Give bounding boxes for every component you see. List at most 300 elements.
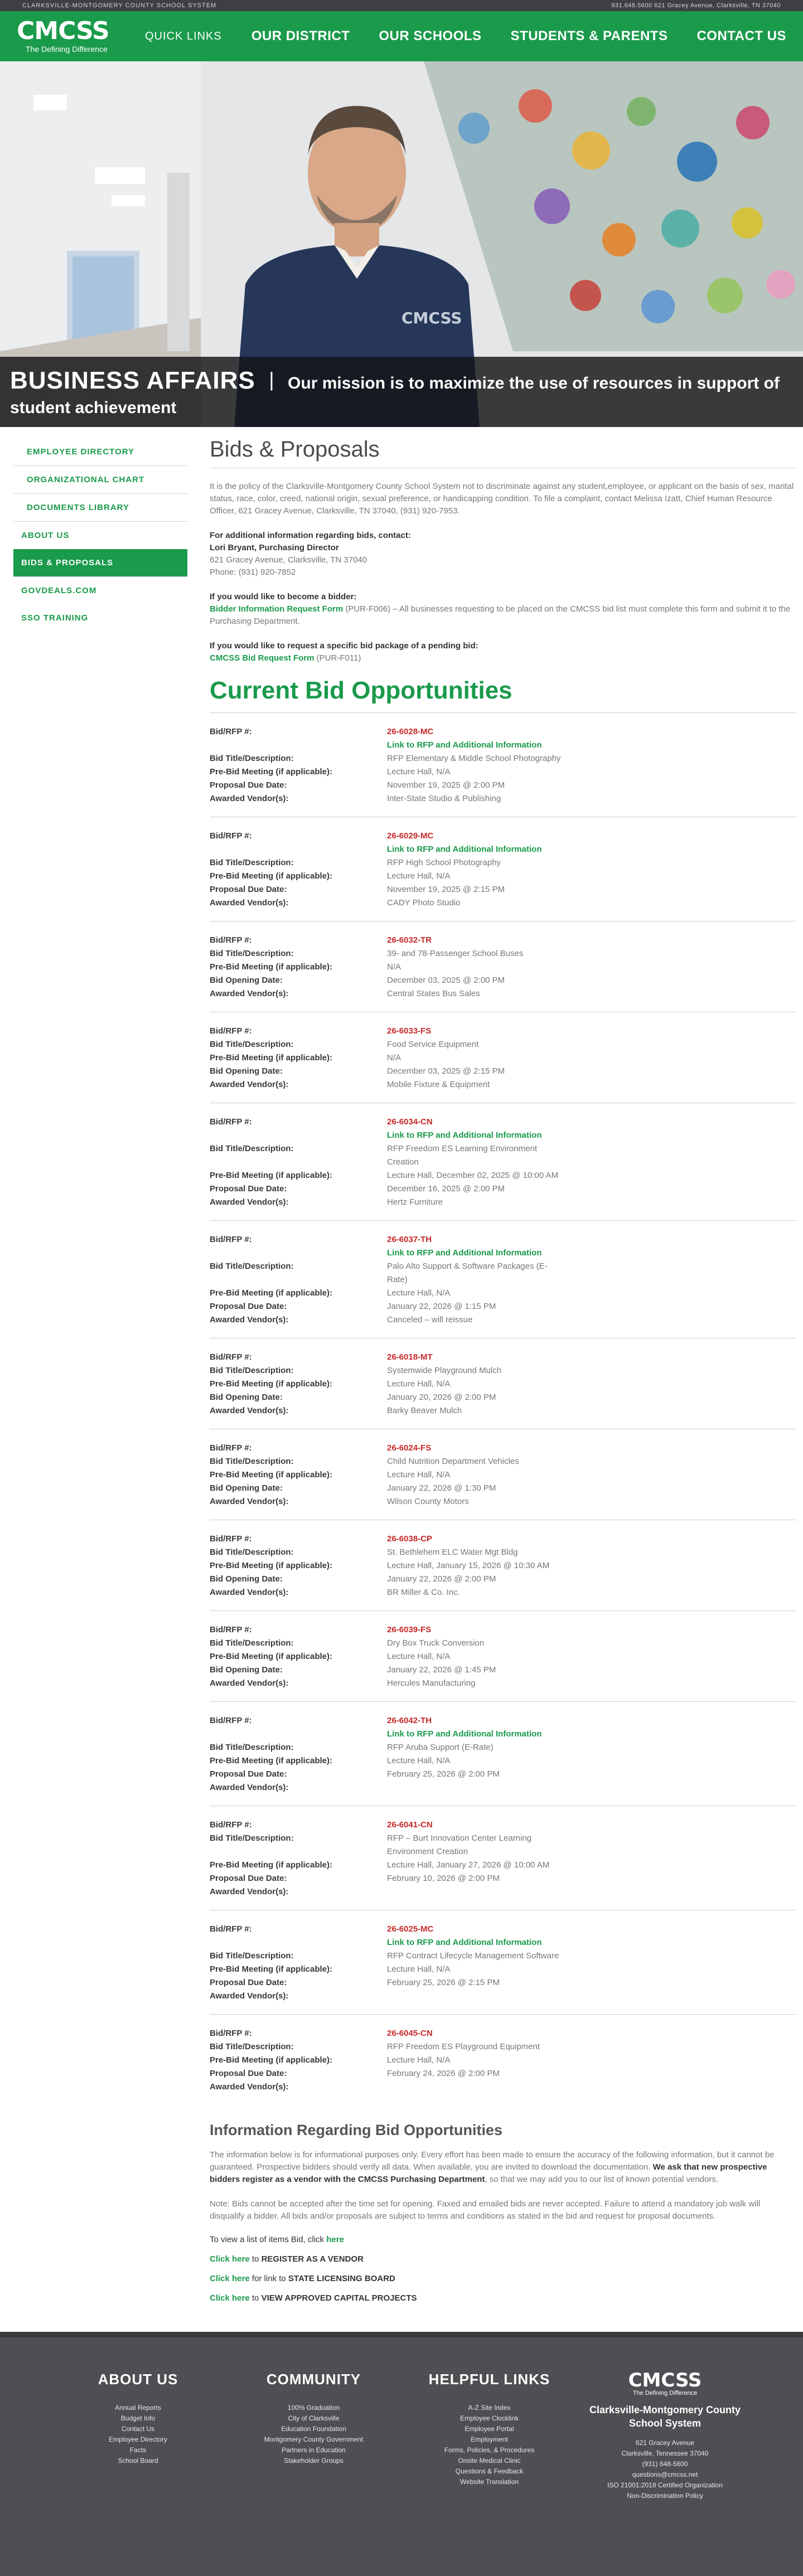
rfp-link[interactable]: Link to RFP and Additional Information (387, 845, 542, 854)
bid-field-value: N/A (387, 962, 402, 972)
bid-entry (210, 921, 796, 1012)
bid-row (210, 1546, 796, 1559)
bid-field-value: Mobile Fixture & Equipment (387, 1080, 490, 1089)
bid-field-value: RFP High School Photography (387, 858, 501, 867)
logo-tagline: The Defining Difference (26, 45, 108, 54)
bid-field-label: Proposal Due Date: (210, 1184, 287, 1194)
bid-field-value: December 03, 2025 @ 2:00 PM (387, 976, 505, 985)
bid-field-label: Bid/RFP #: (210, 1235, 252, 1244)
bid-field-label: Bid Title/Description: (210, 1638, 294, 1648)
bid-row (210, 1142, 796, 1169)
cta-text: to (249, 2293, 262, 2303)
bid-row (210, 1781, 796, 1794)
bid-row (210, 896, 796, 910)
bid-field-value: Lecture Hall, December 02, 2025 @ 10:00 AM (387, 1171, 559, 1180)
bid-field-value: Lecture Hall, N/A (387, 1964, 451, 1974)
bid-entry (210, 1806, 796, 1910)
footer-brand-lines (577, 2438, 753, 2501)
contact-phone: Phone: (931) 920-7852 (210, 567, 296, 577)
bid-field-value: Lecture Hall, N/A (387, 1652, 451, 1661)
bid-number: 26-6037-TH (387, 1235, 432, 1244)
package-block (210, 640, 796, 664)
bid-row (210, 1728, 796, 1741)
footer-logo-tagline: The Defining Difference (632, 2390, 698, 2396)
bid-field-label: Awarded Vendor(s): (210, 1991, 289, 2001)
cta-capital (210, 2293, 796, 2303)
package-text: (PUR-F011) (314, 653, 361, 663)
bid-list (210, 712, 796, 2105)
bid-field-label: Proposal Due Date: (210, 1769, 287, 1779)
bid-field-label: Bid Title/Description: (210, 1144, 294, 1153)
bid-field-label (210, 739, 387, 752)
footer-link[interactable]: Onsite Medical Clinic (458, 2457, 521, 2465)
cta-caps: VIEW APPROVED CAPITAL PROJECTS (261, 2293, 417, 2303)
items-bid-text: To view a list of items Bid, click (210, 2235, 327, 2244)
bid-number: 26-6024-FS (387, 1443, 432, 1453)
quick-links-button[interactable]: QUICK LINKS (145, 30, 222, 42)
bid-field-value: RFP Freedom ES Playground Equipment (387, 2042, 540, 2051)
bid-field-value: Hercules Manufacturing (387, 1678, 476, 1688)
bid-field-label: Pre-Bid Meeting (if applicable): (210, 1964, 333, 1974)
footer-link[interactable]: 100% Graduation (287, 2404, 340, 2412)
bid-field-label: Pre-Bid Meeting (if applicable): (210, 1652, 333, 1661)
footer-about-links (50, 2403, 226, 2466)
site-header (0, 11, 803, 61)
footer-link[interactable]: Partners in Education (282, 2446, 346, 2454)
bid-field-label: Bid Title/Description: (210, 1262, 294, 1271)
bid-entry (210, 1429, 796, 1520)
bid-field-label: Bid Title/Description: (210, 754, 294, 763)
bid-field-value: 39- and 78-Passenger School Buses (387, 949, 524, 958)
bid-row (210, 1532, 796, 1546)
bid-row (210, 739, 796, 752)
bid-row (210, 1650, 796, 1663)
bid-field-label: Awarded Vendor(s): (210, 898, 289, 908)
bid-field-value (387, 1781, 565, 1794)
bid-row (210, 1559, 796, 1573)
bid-field-value (387, 1990, 565, 2003)
bid-field-label: Pre-Bid Meeting (if applicable): (210, 1171, 333, 1180)
nav-our-district[interactable]: OUR DISTRICT (251, 28, 350, 43)
bid-number: 26-6029-MC (387, 831, 434, 841)
bid-field-label: Awarded Vendor(s): (210, 1678, 289, 1688)
bid-field-label: Proposal Due Date: (210, 885, 287, 894)
bid-field-value: Palo Alto Support & Software Packages (E-Rate) (387, 1262, 548, 1284)
footer-community-links (226, 2403, 402, 2466)
bid-row (210, 987, 796, 1001)
bid-field-label: Bid/RFP #: (210, 1026, 252, 1036)
bid-row (210, 1313, 796, 1327)
bid-field-label: Proposal Due Date: (210, 1302, 287, 1311)
bid-field-label: Bid/RFP #: (210, 831, 252, 841)
cta-text: to (249, 2254, 262, 2264)
sidebar-nav (13, 427, 187, 2332)
bid-field-label: Pre-Bid Meeting (if applicable): (210, 1470, 333, 1479)
bid-field-label: Awarded Vendor(s): (210, 1197, 289, 1207)
bid-entry (210, 2014, 796, 2105)
bid-row (210, 843, 796, 856)
info-text-end: , so that we may add you to our list of known potential vendors. (485, 2175, 719, 2184)
bid-row (210, 1573, 796, 1586)
main-content (210, 427, 796, 2332)
bid-field-label: Proposal Due Date: (210, 2069, 287, 2078)
bid-field-value: Hertz Furniture (387, 1197, 443, 1207)
bid-field-value: February 10, 2026 @ 2:00 PM (387, 1874, 500, 1883)
bid-field-value: Systemwide Playground Mulch (387, 1366, 502, 1375)
bid-field-label: Bid Title/Description: (210, 949, 294, 958)
bid-field-value: RFP – Burt Innovation Center Learning Environment Creation (387, 1833, 532, 1856)
cta-text: for link to (249, 2274, 288, 2283)
bid-field-label: Bid Opening Date: (210, 1574, 283, 1584)
sidebar-item-documents-library[interactable]: DOCUMENTS LIBRARY (13, 494, 187, 522)
items-bid-link[interactable]: here (326, 2235, 344, 2244)
hero-separator: | (269, 368, 274, 391)
bid-row (210, 1233, 796, 1246)
bid-number: 26-6041-CN (387, 1820, 433, 1830)
bidder-line (210, 603, 796, 628)
footer-link[interactable]: Questions & Feedback (455, 2467, 524, 2475)
items-bid-line (210, 2235, 796, 2244)
contact-block (210, 530, 796, 579)
bid-field-value (387, 1885, 565, 1899)
bid-row (210, 1182, 796, 1196)
bid-field-label: Awarded Vendor(s): (210, 1783, 289, 1792)
bid-entry (210, 1220, 796, 1338)
footer-link[interactable]: Annual Reports (115, 2404, 161, 2412)
nav-contact-us[interactable]: CONTACT US (696, 28, 786, 43)
system-name: CLARKSVILLE-MONTGOMERY COUNTY SCHOOL SYSTEM (22, 2, 217, 9)
bid-row (210, 1196, 796, 1209)
bid-field-label: Proposal Due Date: (210, 780, 287, 790)
footer-org-name: Clarksville-Montgomery County School System (589, 2404, 741, 2429)
footer-link[interactable]: Montgomery County Government (264, 2436, 364, 2443)
bid-row (210, 779, 796, 792)
rfp-link[interactable]: Link to RFP and Additional Information (387, 740, 542, 750)
nav-our-schools[interactable]: OUR SCHOOLS (379, 28, 482, 43)
bid-field-label: Awarded Vendor(s): (210, 1406, 289, 1415)
footer-community-title: COMMUNITY (266, 2371, 361, 2388)
bid-row (210, 1832, 796, 1859)
bid-field-label: Awarded Vendor(s): (210, 794, 289, 803)
bid-field-value: CADY Photo Studio (387, 898, 461, 908)
bid-field-label: Bid Title/Description: (210, 1040, 294, 1049)
bid-field-label: Awarded Vendor(s): (210, 1080, 289, 1089)
bid-row (210, 1936, 796, 1949)
bid-row (210, 2080, 796, 2094)
bid-number: 26-6033-FS (387, 1026, 432, 1036)
footer-link[interactable]: Education Foundation (281, 2425, 346, 2433)
register-note: We ask that new prospective bidders register as a vendor with the CMCSS Purchasing Department (210, 2162, 767, 2184)
footer-helpful-links (402, 2403, 577, 2487)
sidebar-item-bids-proposals[interactable]: BIDS & PROPOSALS (13, 549, 187, 577)
bid-field-value: Lecture Hall, N/A (387, 871, 451, 881)
bid-field-label: Pre-Bid Meeting (if applicable): (210, 1860, 333, 1870)
bid-row (210, 1818, 796, 1832)
top-info-bar (0, 0, 803, 11)
bid-number: 26-6038-CP (387, 1534, 432, 1544)
bid-row (210, 1038, 796, 1051)
bid-number: 26-6042-TH (387, 1716, 432, 1725)
footer-about-title: ABOUT US (98, 2371, 178, 2388)
bid-number: 26-6028-MC (387, 727, 434, 736)
bid-field-label: Bid/RFP #: (210, 1716, 252, 1725)
bid-field-label: Bid Opening Date: (210, 1483, 283, 1493)
bid-field-value: November 19, 2025 @ 2:15 PM (387, 885, 505, 894)
bid-field-value: Lecture Hall, N/A (387, 767, 451, 777)
bid-row (210, 1859, 796, 1872)
footer-link[interactable]: Facts (129, 2446, 147, 2454)
bid-field-label: Bid/RFP #: (210, 1924, 252, 1934)
bid-number: 26-6034-CN (387, 1117, 433, 1127)
package-line (210, 652, 796, 664)
bid-field-value: Lecture Hall, January 27, 2026 @ 10:00 AM (387, 1860, 550, 1870)
cta-caps: STATE LICENSING BOARD (288, 2274, 395, 2283)
bid-row (210, 1949, 796, 1963)
bid-field-value: December 03, 2025 @ 2:15 PM (387, 1066, 505, 1076)
bid-field-value: January 22, 2026 @ 1:45 PM (387, 1665, 496, 1675)
bid-field-label: Awarded Vendor(s): (210, 1497, 289, 1506)
rfp-link[interactable]: Link to RFP and Additional Information (387, 1729, 542, 1739)
bid-field-label: Bid Title/Description: (210, 1457, 294, 1466)
page-title: Bids & Proposals (210, 437, 796, 468)
hero-title: BUSINESS AFFAIRS (10, 367, 255, 394)
footer-link[interactable]: Employment (471, 2436, 508, 2443)
bid-field-label (210, 1936, 387, 1949)
bid-field-value: December 16, 2025 @ 2:00 PM (387, 1184, 505, 1194)
bidder-heading: If you would like to become a bidder: (210, 592, 357, 601)
footer-logo[interactable]: CMCSS (628, 2369, 702, 2391)
bid-field-label: Pre-Bid Meeting (if applicable): (210, 1756, 333, 1765)
contact-info: 931.648.5600 621 Gracey Avenue, Clarksville, TN 37040 (611, 2, 781, 9)
footer-link[interactable]: Employee Clocklink (460, 2414, 519, 2422)
bid-field-label (210, 1129, 387, 1142)
bid-field-value: BR Miller & Co. Inc. (387, 1588, 460, 1597)
bid-field-value: February 25, 2026 @ 2:00 PM (387, 1769, 500, 1779)
bid-field-label: Awarded Vendor(s): (210, 1887, 289, 1896)
bidder-block (210, 591, 796, 628)
footer-link[interactable]: City of Clarksville (288, 2414, 340, 2422)
rfp-link[interactable]: Link to RFP and Additional Information (387, 1248, 542, 1258)
bid-field-value: Lecture Hall, N/A (387, 1288, 451, 1298)
bid-row (210, 856, 796, 870)
info-paragraph (210, 2149, 796, 2186)
bid-row (210, 1169, 796, 1182)
rfp-link[interactable]: Link to RFP and Additional Information (387, 1938, 542, 1947)
bid-entry (210, 1012, 796, 1103)
footer-link[interactable]: Budget Info (120, 2414, 156, 2422)
bid-field-value: Inter-State Studio & Publishing (387, 794, 501, 803)
bid-field-value: Child Nutrition Department Vehicles (387, 1457, 519, 1466)
bidder-form-link[interactable]: Bidder Information Request Form (210, 604, 344, 614)
footer-link[interactable]: Forms, Policies, & Procedures (444, 2446, 535, 2454)
bid-field-label: Awarded Vendor(s): (210, 989, 289, 998)
footer-link: Non-Discrimination Policy (627, 2492, 703, 2500)
bid-row (210, 947, 796, 960)
bid-row (210, 1377, 796, 1391)
bid-row (210, 1768, 796, 1781)
bid-field-label (210, 843, 387, 856)
bid-row (210, 2027, 796, 2040)
footer-helpful (402, 2371, 577, 2576)
contact-address: 621 Gracey Avenue, Clarksville, TN 37040 (210, 555, 367, 565)
bid-field-label: Bid Title/Description: (210, 1743, 294, 1752)
bid-field-value: November 19, 2025 @ 2:00 PM (387, 780, 505, 790)
sidebar-item-about-us[interactable]: ABOUT US (21, 531, 70, 540)
bid-row (210, 1025, 796, 1038)
bid-field-label: Awarded Vendor(s): (210, 1588, 289, 1597)
footer-link[interactable]: Contact Us (121, 2425, 155, 2433)
bid-field-label: Bid/RFP #: (210, 935, 252, 945)
bid-number: 26-6025-MC (387, 1924, 434, 1934)
bid-field-label: Pre-Bid Meeting (if applicable): (210, 1561, 333, 1570)
bid-entry (210, 1910, 796, 2014)
bid-field-value: St. Bethlehem ELC Water Mgt Bldg (387, 1547, 518, 1557)
contact-heading: For additional information regarding bids, contact: (210, 531, 411, 540)
sidebar-item-employee-directory[interactable]: EMPLOYEE DIRECTORY (13, 438, 187, 466)
info-heading: Information Regarding Bid Opportunities (210, 2122, 502, 2138)
footer-link[interactable]: Website Translation (459, 2478, 519, 2486)
bid-row (210, 829, 796, 843)
bid-row (210, 2054, 796, 2067)
bid-row (210, 765, 796, 779)
bid-entry (210, 1701, 796, 1806)
bid-field-label: Bid Title/Description: (210, 1951, 294, 1961)
bid-row (210, 725, 796, 739)
hero-banner (0, 61, 803, 427)
bid-field-label: Bid Opening Date: (210, 976, 283, 985)
bid-row (210, 1455, 796, 1468)
bid-field-label: Bid Title/Description: (210, 1833, 294, 1843)
cta-caps: REGISTER AS A VENDOR (261, 2254, 364, 2264)
bid-row (210, 1963, 796, 1976)
bid-field-label: Awarded Vendor(s): (210, 2082, 289, 2092)
footer-link[interactable]: Employee Directory (109, 2436, 167, 2443)
policy-text: It is the policy of the Clarksville-Montgomery County School System not to discriminate against any student,employee, or applicant on the basis of sex, marital status, race, color, creed, national origin, sexual preference, or handicapping condition. To file a complaint, contact Melissa Izatt, Chief Human Resource Officer, 621 Gracey Avenue, Clarksville, TN 37040, (931) 920-7953. (210, 482, 794, 516)
bid-row (210, 883, 796, 896)
bid-field-label: Awarded Vendor(s): (210, 1315, 289, 1325)
bid-field-value: RFP Aruba Support (E-Rate) (387, 1743, 494, 1752)
register-vendor-link[interactable]: Click here (210, 2254, 250, 2264)
bid-row (210, 1495, 796, 1508)
bid-row (210, 1300, 796, 1313)
package-heading: If you would like to request a specific bid package of a pending bid: (210, 641, 478, 651)
bid-row (210, 1637, 796, 1650)
bid-row (210, 960, 796, 974)
bid-row (210, 1976, 796, 1990)
bid-number: 26-6018-MT (387, 1352, 433, 1362)
bid-row (210, 1677, 796, 1690)
bid-field-label (210, 1246, 387, 1260)
bid-row (210, 1351, 796, 1364)
bid-field-label: Pre-Bid Meeting (if applicable): (210, 1053, 333, 1063)
bid-row (210, 1287, 796, 1300)
bid-field-value: Lecture Hall, N/A (387, 1379, 451, 1389)
bid-field-value: RFP Freedom ES Learning Environment Creation (387, 1144, 538, 1167)
bid-field-label: Bid/RFP #: (210, 1534, 252, 1544)
bid-row (210, 792, 796, 806)
footer-link: (931) 648-5600 (642, 2460, 688, 2468)
footer-link[interactable]: A-Z Site Index (468, 2404, 511, 2412)
bid-row (210, 2040, 796, 2054)
bid-number: 26-6032-TR (387, 935, 432, 945)
bid-row (210, 1078, 796, 1091)
bid-field-label: Bid/RFP #: (210, 1443, 252, 1453)
bid-row (210, 1714, 796, 1728)
contact-name: Lori Bryant, Purchasing Director (210, 543, 339, 552)
bid-row (210, 1482, 796, 1495)
hero-mission: Our mission is to maximize the use of resources in support of student achievement (10, 374, 780, 417)
info-text: The information below is for informational purposes only. Every effort has been made to ensure the accuracy of the following information, but it cannot be guaranteed. Prospective bidders should verify all data. When available, you are invited to download the documentation. (210, 2150, 775, 2172)
licensing-board-link[interactable]: Click here (210, 2274, 250, 2283)
bid-row (210, 1990, 796, 2003)
footer-link[interactable]: Employee Portal (465, 2425, 514, 2433)
footer-helpful-title: HELPFUL LINKS (428, 2371, 550, 2388)
footer-link: 621 Gracey Avenue (635, 2439, 695, 2447)
footer-link: questions@cmcss.net (632, 2471, 698, 2478)
footer-brand (577, 2371, 753, 2576)
bid-row (210, 1129, 796, 1142)
footer-link[interactable]: School Board (118, 2457, 158, 2465)
bid-number: 26-6045-CN (387, 2029, 433, 2038)
bid-field-label: Pre-Bid Meeting (if applicable): (210, 871, 333, 881)
rfp-link[interactable]: Link to RFP and Additional Information (387, 1131, 542, 1140)
bid-row (210, 974, 796, 987)
sidebar-item-sso-training[interactable]: SSO TRAINING (21, 613, 89, 623)
bid-row (210, 1364, 796, 1377)
bid-row (210, 1741, 796, 1754)
bid-field-label: Bid Title/Description: (210, 1547, 294, 1557)
bid-entry (210, 1338, 796, 1429)
bid-entry (210, 1520, 796, 1610)
bid-entry (210, 1610, 796, 1701)
shirt-logo: CMCSS (402, 309, 462, 327)
bid-row (210, 1442, 796, 1455)
bid-request-form-link[interactable]: CMCSS Bid Request Form (210, 653, 315, 663)
footer-about (50, 2371, 226, 2576)
bid-field-label: Pre-Bid Meeting (if applicable): (210, 1288, 333, 1298)
bid-row (210, 752, 796, 765)
bid-row (210, 2067, 796, 2080)
bid-field-value: January 22, 2026 @ 1:30 PM (387, 1483, 496, 1493)
bid-field-label: Proposal Due Date: (210, 1978, 287, 1987)
bid-entry (210, 817, 796, 921)
bid-field-value: January 22, 2026 @ 2:00 PM (387, 1574, 496, 1584)
bid-row (210, 1923, 796, 1936)
bid-entry (210, 1103, 796, 1220)
sidebar-item-organizational-chart[interactable]: ORGANIZATIONAL CHART (13, 466, 187, 494)
bid-field-value: February 24, 2026 @ 2:00 PM (387, 2069, 500, 2078)
bid-field-label: Bid/RFP #: (210, 1352, 252, 1362)
bid-field-value: N/A (387, 1053, 402, 1063)
bid-entry (210, 712, 796, 817)
current-bids-heading: Current Bid Opportunities (210, 677, 512, 704)
cta-licensing (210, 2274, 796, 2283)
footer-link[interactable]: Stakeholder Groups (284, 2457, 344, 2465)
capital-projects-link[interactable]: Click here (210, 2293, 250, 2303)
bid-field-label: Bid Title/Description: (210, 858, 294, 867)
bid-field-value: Barky Beaver Mulch (387, 1406, 462, 1415)
cmcss-logo[interactable] (17, 19, 128, 54)
bid-field-value: RFP Contract Lifecycle Management Software (387, 1951, 559, 1961)
bid-field-label: Bid Title/Description: (210, 1366, 294, 1375)
sidebar-item-govdeals[interactable]: GOVDEALS.COM (21, 586, 97, 595)
nav-students-parents[interactable]: STUDENTS & PARENTS (510, 28, 668, 43)
bid-field-label: Bid Opening Date: (210, 1665, 283, 1675)
footer-community (226, 2371, 402, 2576)
note-paragraph: Note: Bids cannot be accepted after the time set for opening. Faxed and emailed bids are never accepted. Failure to attend a mandatory job walk will disqualify a bidder. All bids and/or proposals are subject to terms and conditions as stated in the bid and request for proposal documents. (210, 2199, 761, 2221)
bid-row (210, 1468, 796, 1482)
bid-row (210, 1246, 796, 1260)
